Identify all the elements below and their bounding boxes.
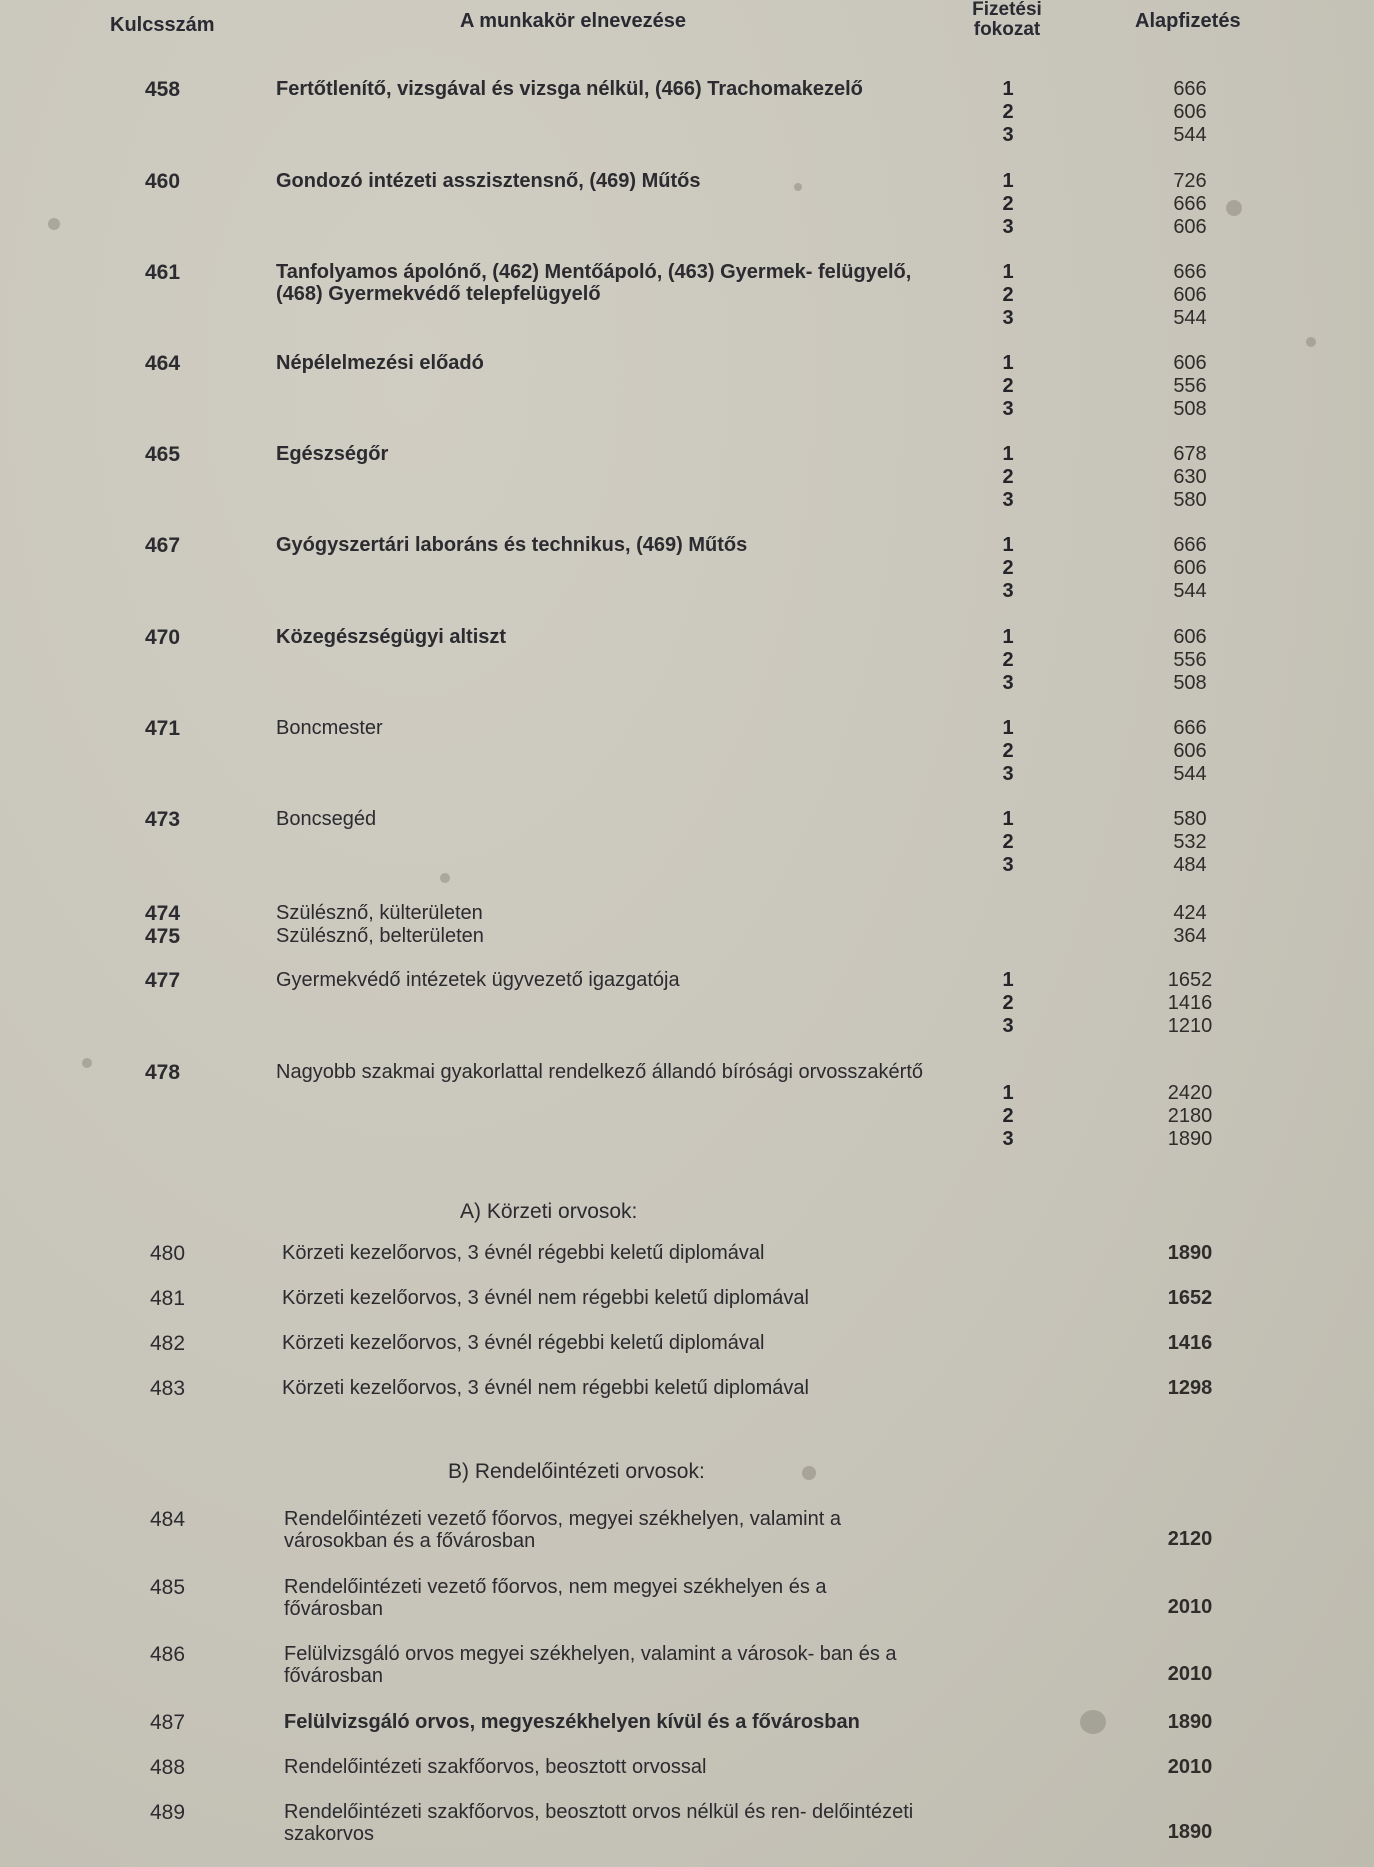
salary: 544 [1173,124,1207,146]
salary: 424 [1173,902,1207,924]
row-key: 482 [150,1332,186,1355]
row-key: 485 [150,1576,186,1599]
salary: 1210 [1167,1015,1213,1037]
row-salaries [1150,808,1230,877]
row-title: Rendelőintézeti szakfőorvos, beosztott orvossal [284,1756,707,1778]
row-salaries [1150,1082,1230,1151]
header-salary: Alapfizetés [1135,10,1241,32]
row-salary: 1890 [1167,1242,1213,1264]
grade: 3 [1002,672,1014,694]
row-key: 473 [145,808,181,831]
grade: 3 [1002,854,1014,876]
grade: 1 [1002,261,1014,283]
salary: 2180 [1167,1105,1213,1127]
grade: 1 [1002,1082,1014,1104]
row-salary: 2120 [1167,1528,1213,1550]
row-key: 460 [145,170,181,193]
salary: 606 [1173,557,1207,579]
grade: 2 [1002,466,1014,488]
row-title: Tanfolyamos ápolónő, (462) Mentőápoló, (463) Gyermek- felügyelő, (468) Gyermekvédő telepfelügyelő [276,261,912,305]
row-title: Népélelmezési előadó [276,352,484,374]
grade: 1 [1002,969,1014,991]
row-key: 483 [150,1377,186,1400]
salary: 606 [1173,216,1207,238]
grade: 2 [1002,740,1014,762]
row-key: 458 [145,78,181,101]
row-grades [998,534,1018,603]
salary: 666 [1173,261,1207,283]
row-grades [998,969,1018,1038]
salary: 580 [1173,489,1207,511]
row-title: Felülvizsgáló orvos megyei székhelyen, valamint a városok- ban és a fővárosban [284,1643,897,1687]
salary: 508 [1173,672,1207,694]
grade: 2 [1002,1105,1014,1127]
paper-speck [1226,200,1242,216]
grade: 2 [1002,101,1014,123]
salary: 666 [1173,78,1207,100]
paper-speck [1080,1710,1106,1734]
salary: 630 [1173,466,1207,488]
salary: 1890 [1167,1128,1213,1150]
row-salary: 2010 [1167,1596,1213,1618]
salary: 606 [1173,626,1207,648]
row-title: Szülésznő, külterületen [276,902,483,924]
paper-speck [440,873,450,883]
row-salaries [1150,170,1230,239]
salary: 1652 [1167,969,1213,991]
row-title: Gondozó intézeti asszisztensnő, (469) Műtős [276,170,701,192]
row-key: 480 [150,1242,186,1265]
salary: 544 [1173,580,1207,602]
row-title: Közegészségügyi altiszt [276,626,507,648]
grade: 1 [1002,534,1014,556]
paper-speck [1306,337,1316,347]
grade: 2 [1002,831,1014,853]
row-salaries [1150,443,1230,512]
salary: 508 [1173,398,1207,420]
salary: 606 [1173,740,1207,762]
row-title: Boncmester [276,717,383,739]
row-key: 488 [150,1756,186,1779]
row-key: 477 [145,969,181,992]
row-title: Körzeti kezelőorvos, 3 évnél nem régebbi keletű diplomával [282,1287,809,1309]
paper-speck [82,1058,92,1068]
salary: 666 [1173,534,1207,556]
row-salaries [1150,352,1230,421]
row-grades [998,261,1018,330]
row-title: Szülésznő, belterületen [276,925,484,947]
paper-speck [802,1466,816,1480]
row-key: 467 [145,534,181,557]
salary: 580 [1173,808,1207,830]
salary: 544 [1173,307,1207,329]
salary: 606 [1173,352,1207,374]
row-key: 471 [145,717,181,740]
row-key: 481 [150,1287,186,1310]
salary: 484 [1173,854,1207,876]
header-grade-text: Fizetési fokozat [972,0,1042,40]
row-title: Körzeti kezelőorvos, 3 évnél régebbi keletű diplomával [282,1242,765,1264]
grade: 3 [1002,398,1014,420]
row-title: Körzeti kezelőorvos, 3 évnél régebbi keletű diplomával [282,1332,765,1354]
salary: 556 [1173,649,1207,671]
grade: 2 [1002,992,1014,1014]
row-title: Rendelőintézeti szakfőorvos, beosztott orvos nélkül és ren- delőintézeti szakorvos [284,1801,914,1845]
row-grades [998,626,1018,695]
row-grades [998,443,1018,512]
grade: 3 [1002,1128,1014,1150]
row-salary: 2010 [1167,1663,1213,1685]
grade: 3 [1002,1015,1014,1037]
salary: 678 [1173,443,1207,465]
header-key: Kulcsszám [110,14,215,36]
grade: 3 [1002,307,1014,329]
row-key: 484 [150,1508,186,1531]
row-key: 465 [145,443,181,466]
row-title: Felülvizsgáló orvos, megyeszékhelyen kívül és a fővárosban [284,1711,860,1733]
row-title: Nagyobb szakmai gyakorlattal rendelkező állandó bírósági orvosszakértő [276,1061,924,1083]
salary: 1416 [1167,992,1213,1014]
grade: 1 [1002,808,1014,830]
row-grades [998,170,1018,239]
row-key: 486 [150,1643,186,1666]
header-grade [952,0,1062,40]
row-salaries [1150,717,1230,786]
row-key: 470 [145,626,181,649]
row-salary: 2010 [1167,1756,1213,1778]
row-salary: 1652 [1167,1287,1213,1309]
grade: 3 [1002,580,1014,602]
row-title: Gyermekvédő intézetek ügyvezető igazgatója [276,969,680,991]
salary: 2420 [1167,1082,1213,1104]
row-salary: 1416 [1167,1332,1213,1354]
row-grades [998,352,1018,421]
grade: 2 [1002,375,1014,397]
grade: 1 [1002,352,1014,374]
section-b-title: B) Rendelőintézeti orvosok: [448,1460,705,1483]
grade: 3 [1002,763,1014,785]
grade: 2 [1002,649,1014,671]
row-salaries [1150,626,1230,695]
salary: 532 [1173,831,1207,853]
grade: 1 [1002,626,1014,648]
row-grades [998,78,1018,147]
salary: 666 [1173,717,1207,739]
row-salaries [1150,969,1230,1038]
grade: 1 [1002,717,1014,739]
salary: 726 [1173,170,1207,192]
row-key: 475 [145,925,181,948]
row-title: Gyógyszertári laboráns és technikus, (469) Műtős [276,534,748,556]
row-grades [998,717,1018,786]
row-title: Rendelőintézeti vezető főorvos, megyei székhelyen, valamint a városokban és a fővárosban [284,1508,841,1552]
row-salaries [1150,925,1230,948]
row-salary: 1298 [1167,1377,1213,1399]
paper-speck [48,218,60,230]
salary: 606 [1173,101,1207,123]
salary: 606 [1173,284,1207,306]
grade: 1 [1002,170,1014,192]
row-salaries [1150,261,1230,330]
grade: 3 [1002,489,1014,511]
salary: 666 [1173,193,1207,215]
grade: 1 [1002,78,1014,100]
salary: 556 [1173,375,1207,397]
grade: 1 [1002,443,1014,465]
row-title: Egészségőr [276,443,389,465]
row-key: 461 [145,261,181,284]
row-key: 478 [145,1061,181,1084]
salary: 364 [1173,925,1207,947]
row-title: Boncsegéd [276,808,377,830]
paper-speck [794,183,802,191]
row-salaries [1150,534,1230,603]
grade: 3 [1002,124,1014,146]
row-title: Fertőtlenítő, vizsgával és vizsga nélkül, (466) Trachomakezelő [276,78,863,100]
grade: 2 [1002,557,1014,579]
row-salary: 1890 [1167,1821,1213,1843]
grade: 2 [1002,193,1014,215]
row-key: 474 [145,902,181,925]
header-name: A munkakör elnevezése [460,10,687,32]
row-title: Rendelőintézeti vezető főorvos, nem megyei székhelyen és a fővárosban [284,1576,827,1620]
salary: 544 [1173,763,1207,785]
row-salaries [1150,78,1230,147]
row-grades [998,1082,1018,1151]
row-title: Körzeti kezelőorvos, 3 évnél nem régebbi keletű diplomával [282,1377,809,1399]
row-key: 464 [145,352,181,375]
row-grades [998,808,1018,877]
row-key: 487 [150,1711,186,1734]
row-salaries [1150,902,1230,925]
row-key: 489 [150,1801,186,1824]
grade: 2 [1002,284,1014,306]
row-salary: 1890 [1167,1711,1213,1733]
grade: 3 [1002,216,1014,238]
section-a-title: A) Körzeti orvosok: [460,1200,638,1223]
